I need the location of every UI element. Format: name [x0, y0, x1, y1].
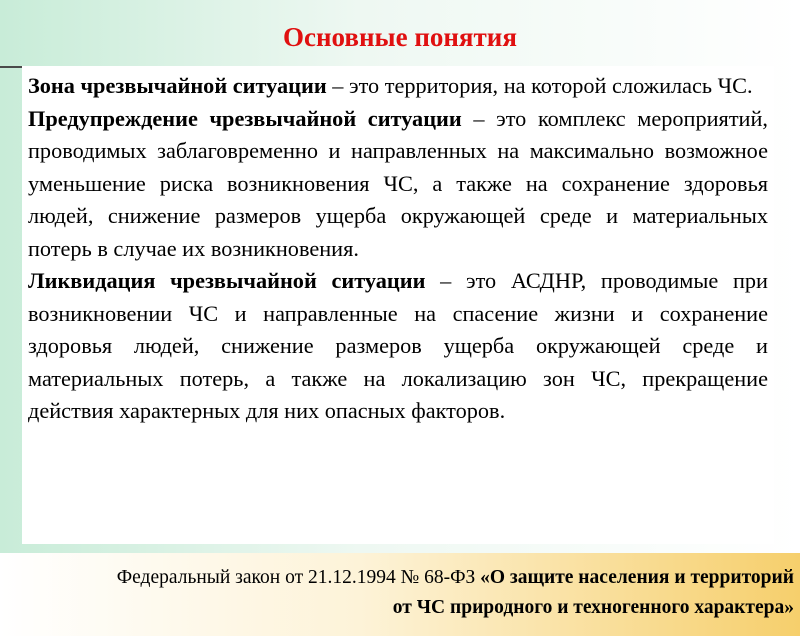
title-divider	[0, 66, 22, 68]
law-title: «О защите населения и территорий от ЧС природного и техногенного характера»	[392, 567, 794, 618]
definition-liquidation	[28, 265, 768, 428]
term-emergency-zone: Зона чрезвычайной ситуации	[28, 73, 327, 98]
definition-text-emergency-zone: – это территория, на которой сложилась ЧС.	[326, 73, 753, 98]
definition-prevention	[28, 103, 768, 266]
law-reference	[94, 563, 794, 623]
definitions-box	[22, 66, 774, 544]
slide-title: Основные понятия	[283, 22, 517, 52]
definition-text-liquidation: – это АСДНР, проводимые при возникновении ЧС и направленные на спасение жизни и сохранение здоровья людей, снижение размеров ущерба окружающей среде и материальных потерь, а также на локализацию зон ЧС, прекращение действия характерных для них опасных факторов.	[28, 268, 768, 423]
term-prevention: Предупреждение чрезвычайной ситуации	[28, 105, 462, 131]
definition-text-prevention: – это комплекс мероприятий, проводимых заблаговременно и направленных на максимально возможное уменьшение риска возникновения ЧС, а также на сохранение здоровья людей, снижение размеров ущерба окружающей среде и материальных потерь в случае их возникновения.	[28, 105, 768, 261]
law-number: Федеральный закон от 21.12.1994 № 68-ФЗ	[116, 567, 481, 588]
definition-emergency-zone	[28, 70, 768, 103]
footer-banner	[0, 553, 800, 636]
term-liquidation: Ликвидация чрезвычайной ситуации	[28, 268, 426, 293]
